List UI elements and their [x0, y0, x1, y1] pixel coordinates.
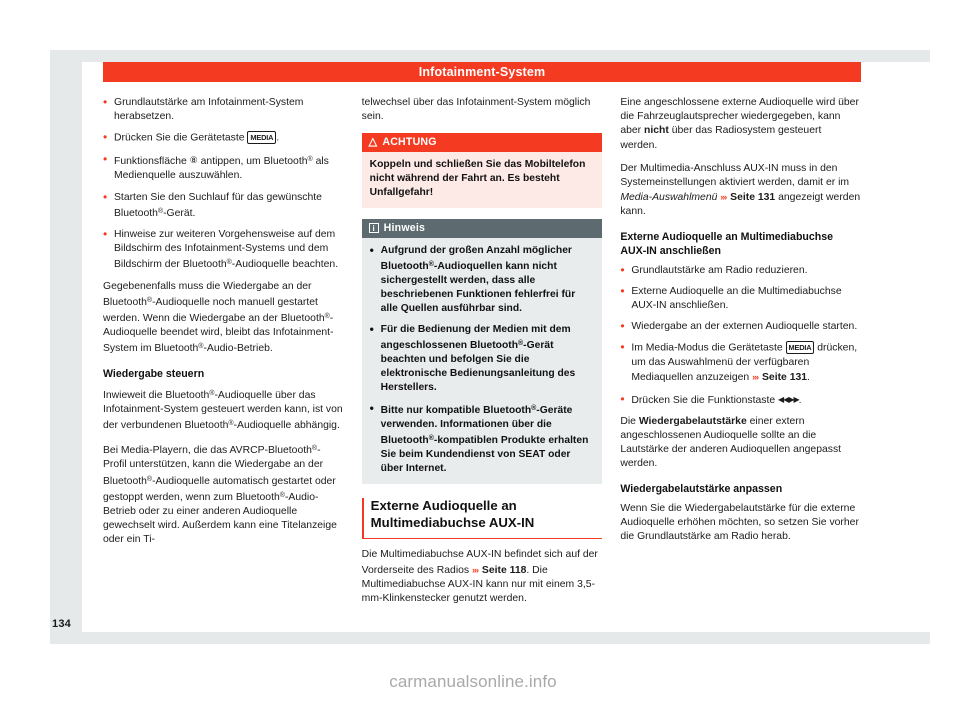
watermark: carmanualsonline.info — [389, 672, 557, 691]
list-item: • Drücken Sie die Funktionstaste ◀◀▶▶. — [620, 393, 861, 408]
column-left — [103, 96, 344, 615]
right-bullet-list — [620, 264, 861, 408]
paragraph: Eine angeschlossene externe Audioquelle wird über die Fahrzeuglautsprecher wiedergegeben, kann aber nicht über das Radiosystem gesteuert werden. — [620, 97, 859, 151]
list-item: • Wiedergabe an der externen Audioquelle starten. — [620, 320, 861, 334]
list-item: • Im Media-Modus die Gerätetaste MEDIA drücken, um das Auswahlmenü der verfügbaren Mediaquellen anzuzeigen ››› Seite 131. — [620, 341, 861, 385]
warning-box-header — [362, 133, 603, 152]
paragraph: Der Multimedia-Anschluss AUX-IN muss in den Systemeinstellungen aktiviert werden, damit er im Media-Auswahlmenü ››› Seite 131 angezeigt werden kann. — [620, 162, 861, 218]
media-key-icon: MEDIA — [786, 341, 815, 354]
list-item: • Aufgrund der großen Anzahl möglicher Bluetooth®-Audioquellen kann nicht sichergestellt werden, dass alle beschriebenen Funktionen fehlerfrei für alle Quellen ausführbar sind. — [370, 244, 595, 316]
paragraph-part: . Die Multimediabuchse AUX-IN kann nur mit einem 3,5-mm-Klinkenstecker genutzt werden. — [361, 564, 595, 605]
cross-reference: ››› Seite 131 — [752, 372, 808, 384]
list-item: • Starten Sie den Suchlauf für das gewünschte Bluetooth®-Gerät. — [103, 191, 344, 221]
warning-triangle-icon: △ — [368, 135, 378, 148]
cross-reference: ››› Seite 131 — [720, 192, 776, 204]
section-heading-text: Externe Audioquelle an Multimediabuchse AUX-IN — [370, 498, 535, 530]
list-item: • Grundlautstärke am Infotainment-System herabsetzen. — [103, 96, 344, 124]
cross-reference: ››› Seite 118 — [472, 564, 527, 576]
list-item: • Grundlautstärke am Radio reduzieren. — [620, 264, 861, 278]
paragraph: Wenn Sie die Wiedergabelautstärke für die externe Audioquelle erhöhen möchten, so setzen Sie vorher die Grundlautstärke am Radio herab. — [620, 502, 859, 542]
note-bullet-list — [370, 244, 595, 476]
column-middle — [362, 96, 603, 615]
paragraph-part: Die Multimediabuchse AUX-IN befindet sich auf der Vorderseite des Radios — [361, 549, 598, 576]
bluetooth-glyph-icon: ⑧ — [189, 155, 198, 166]
section-heading — [362, 498, 603, 539]
track-skip-icon: ◀◀▶▶ — [778, 394, 799, 404]
list-item: • Drücken Sie die Gerätetaste MEDIA . — [103, 131, 344, 146]
note-title: Hinweis — [383, 222, 426, 235]
reference-arrows-icon: ››› — [752, 372, 759, 383]
column-right — [620, 96, 861, 615]
warning-title: ACHTUNG — [382, 136, 437, 149]
list-item: • Funktionsfläche ⑧ antippen, um Bluetooth® als Medienquelle auszuwählen. — [103, 153, 344, 183]
warning-box — [362, 133, 603, 208]
note-text — [362, 238, 603, 484]
paragraph: Inwieweit die Bluetooth®-Audioquelle über das Infotainment-System gesteuert werden kann, ist von der verbundenen Bluetooth®-Audioquelle abhängig. — [103, 389, 343, 431]
reference-arrows-icon: ››› — [720, 192, 727, 203]
reference-arrows-icon: ››› — [472, 564, 478, 575]
left-bullet-list — [103, 96, 344, 273]
paragraph: Bei Media-Playern, die das AVRCP-Bluetooth®-Profil unterstützen, kann die Wiedergabe an der Bluetooth®-Audioquelle automatisch gestartet oder gestoppt werden, wenn zum Bluetooth®-Audio-Betrieb oder zu einer anderen Audioquelle gewechselt wird. Außerdem kann eine Titelanzeige oder ein Ti- — [103, 445, 337, 546]
note-box-header — [362, 219, 603, 238]
running-head: Infotainment-System — [103, 62, 861, 82]
subheading: Wiedergabe steuern — [103, 367, 205, 380]
note-box — [362, 219, 603, 484]
list-item: • Für die Bedienung der Medien mit dem angeschlossenen Bluetooth®-Gerät beachten und befolgen Sie die elektronische Bedienungsanleitung des Herstellers. — [370, 323, 595, 395]
paragraph: Die Wiedergabelautstärke einer extern angeschlossenen Audioquelle sollte an die Lautstärke der anderen Audioquellen angepasst werden. — [620, 415, 842, 470]
info-icon: i — [369, 223, 379, 233]
warning-text: Koppeln und schließen Sie das Mobiltelefon nicht während der Fahrt an. Es besteht Unfallgefahr! — [362, 152, 603, 208]
subheading: Externe Audioquelle an Multimediabuchse AUX-IN anschließen — [620, 230, 834, 257]
list-item: • Bitte nur kompatible Bluetooth®-Geräte verwenden. Informationen über die Bluetooth®-kompatiblen Produkte erhalten Sie beim Kundendienst von SEAT oder über Internet. — [370, 402, 595, 476]
subheading: Wiedergabelautstärke anpassen — [620, 482, 783, 495]
list-item: • Hinweise zur weiteren Vorgehensweise auf dem Bildschirm des Infotainment-Systems und dem Bildschirm der Bluetooth®-Audioquelle beachten. — [103, 228, 344, 273]
paragraph: Gegebenenfalls muss die Wiedergabe an der Bluetooth®-Audioquelle noch manuell gestartet werden. Wenn die Wiedergabe an der Bluetooth®-Audioquelle beendet wird, bleibt das Infotainment-System im Bluetooth®-Audio-Betrieb. — [103, 280, 334, 355]
three-column-layout — [103, 96, 861, 615]
paragraph: telwechsel über das Infotainment-System möglich sein. — [361, 97, 591, 123]
page-number: 134 — [52, 618, 71, 630]
list-item: • Externe Audioquelle an die Multimediabuchse AUX-IN anschließen. — [620, 285, 861, 313]
paragraph — [362, 548, 603, 606]
media-key-icon: MEDIA — [247, 131, 276, 144]
